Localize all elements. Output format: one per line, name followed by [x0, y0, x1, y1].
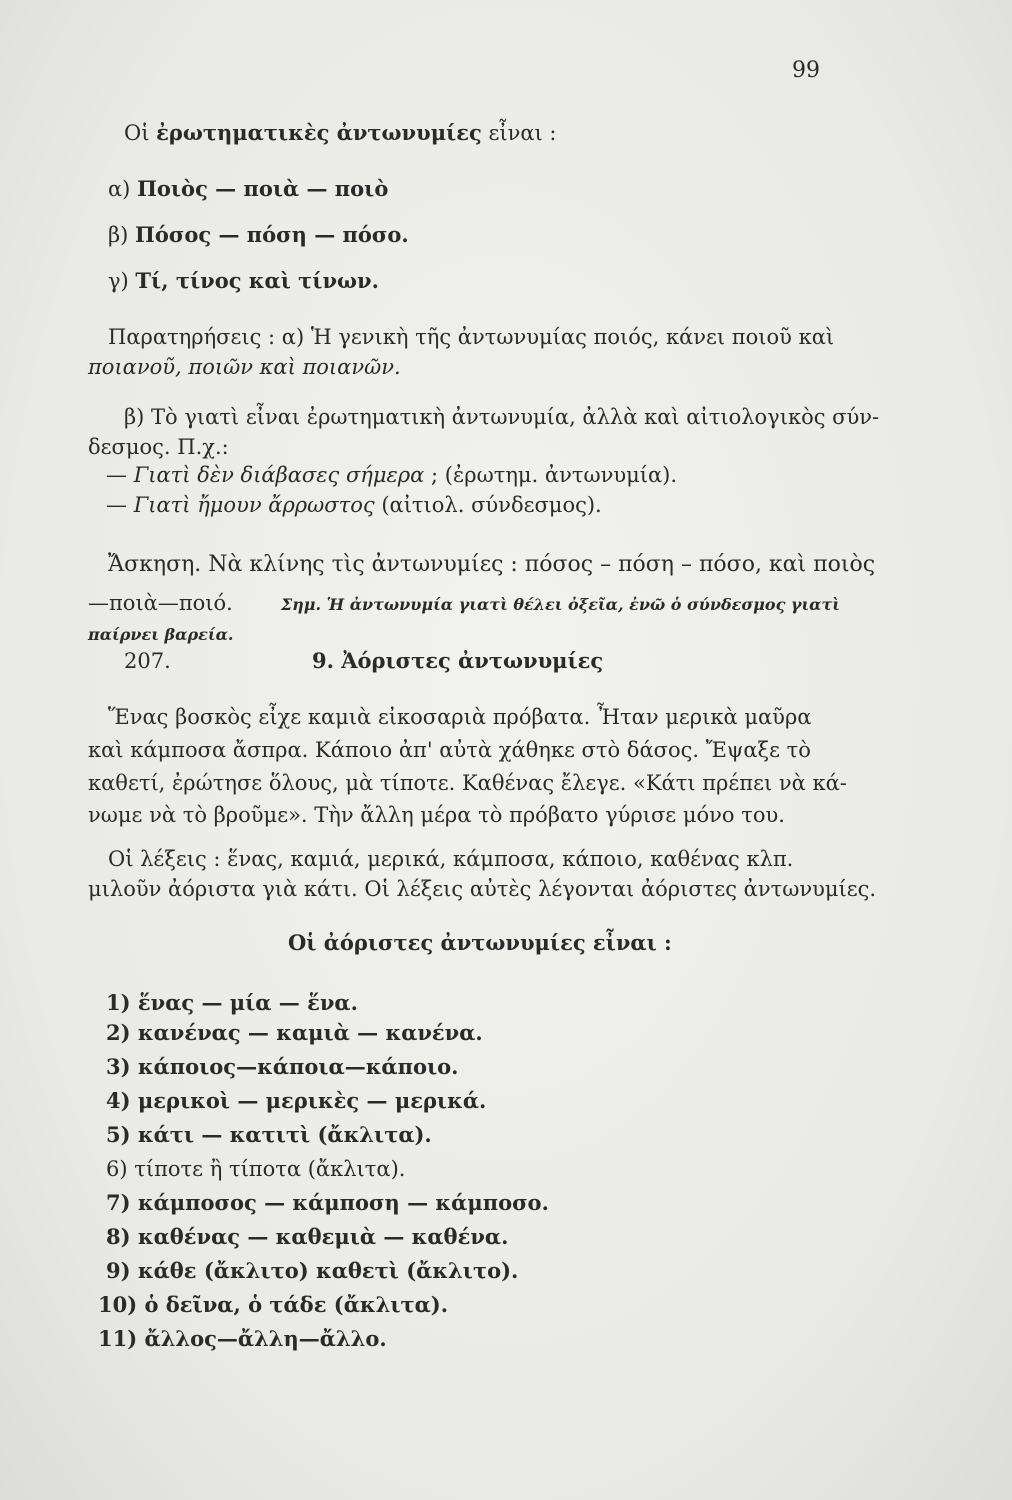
- indefinite-item-10: 10) ὁ δεῖνα, ὁ τάδε (ἄκλιτα).: [98, 1292, 449, 1317]
- page-number: 99: [792, 58, 820, 83]
- interrogative-item-a: α) Ποιὸς — ποιὰ — ποιὸ: [108, 176, 389, 201]
- words-line-2: μιλοῦν ἀόριστα γιὰ κάτι. Οἱ λέξεις αὐτὲς λέγονται ἀόριστες ἀντωνυμίες.: [88, 877, 877, 901]
- indefinite-item-3: 3) κάποιος—κάποια—κάποιο.: [106, 1054, 459, 1079]
- story-line-3: καθετί, ἐρώτησε ὅλους, μὰ τίποτε. Καθένας ἔλεγε. «Κάτι πρέπει νὰ κά-: [88, 771, 847, 795]
- remarks-line-4: δεσμος. Π.χ.:: [88, 435, 229, 459]
- remarks-line-3: β) Τὸ γιατὶ εἶναι ἐρωτηματικὴ ἀντωνυμία, ἀλλὰ καὶ αἰτιολογικὸς σύν-: [124, 405, 880, 429]
- section-number: 207.: [124, 649, 171, 673]
- section-heading: 9. Ἀόριστες ἀντωνυμίες: [312, 648, 604, 673]
- story-line-4: νωμε νὰ τὸ βροῦμε». Τὴν ἄλλη μέρα τὸ πρόβατο γύρισε μόνο του.: [88, 803, 785, 827]
- indefinite-item-7: 7) κάμποσος — κάμποση — κάμποσο.: [106, 1190, 549, 1215]
- story-line-2: καὶ κάμποσα ἄσπρα. Κάποιο ἀπ' αὐτὰ χάθηκε στὸ δάσος. Ἔψαξε τὸ: [88, 738, 811, 762]
- indefinite-item-8: 8) καθένας — καθεμιὰ — καθένα.: [106, 1224, 509, 1249]
- indefinite-item-6: 6) τίποτε ἢ τίποτα (ἄκλιτα).: [106, 1157, 406, 1181]
- indefinite-item-2: 2) κανένας — καμιὰ — κανένα.: [106, 1020, 483, 1045]
- words-line-1: Οἱ λέξεις : ἕνας, καμιά, μερικά, κάμποσα, κάποιο, καθένας κλπ.: [108, 847, 794, 871]
- indefinite-item-9: 9) κάθε (ἄκλιτο) καθετὶ (ἄκλιτο).: [106, 1258, 519, 1283]
- indefinite-item-5: 5) κάτι — κατιτὶ (ἄκλιτα).: [106, 1122, 432, 1147]
- remarks-example-2: — Γιατὶ ἤμουν ἄρρωστος (αἰτιολ. σύνδεσμος).: [106, 493, 602, 517]
- remarks-line-1: Παρατηρήσεις : α) Ἡ γενικὴ τῆς ἀντωνυμίας ποιός, κάνει ποιοῦ καὶ: [108, 325, 835, 349]
- indefinite-item-1: 1) ἕνας — μία — ἕνα.: [106, 990, 358, 1015]
- interrogative-item-g: γ) Τί, τίνος καὶ τίνων.: [108, 268, 379, 293]
- interrogative-intro: Οἱ ἐρωτηματικὲς ἀντωνυμίες εἶναι :: [124, 120, 557, 145]
- exercise-line-1: Ἄσκηση. Νὰ κλίνης τὶς ἀντωνυμίες : πόσος – πόση – πόσο, καὶ ποιὸς: [108, 552, 876, 577]
- indefinite-item-11: 11) ἄλλος—ἄλλη—ἄλλο.: [98, 1326, 387, 1351]
- interrogative-item-b: β) Πόσος — πόση — πόσο.: [108, 222, 409, 247]
- exercise-line-3: παίρνει βαρεία.: [88, 625, 234, 644]
- story-line-1: Ἕνας βοσκὸς εἶχε καμιὰ εἰκοσαριὰ πρόβατα. Ἦταν μερικὰ μαῦρα: [108, 705, 812, 729]
- indefinite-intro: Οἱ ἀόριστες ἀντωνυμίες εἶναι :: [288, 930, 672, 955]
- remarks-example-1: — Γιατὶ δὲν διάβασες σήμερα ; (ἐρωτημ. ἀντωνυμία).: [106, 463, 678, 487]
- exercise-line-2: —ποιὰ—ποιό. Σημ. Ἡ ἀντωνυμία γιατὶ θέλει ὀξεῖα, ἐνῶ ὁ σύνδεσμος γιατὶ: [88, 591, 840, 615]
- remarks-line-2: ποιανοῦ, ποιῶν καὶ ποιανῶν.: [88, 355, 401, 379]
- indefinite-item-4: 4) μερικοὶ — μερικὲς — μερικά.: [106, 1088, 487, 1113]
